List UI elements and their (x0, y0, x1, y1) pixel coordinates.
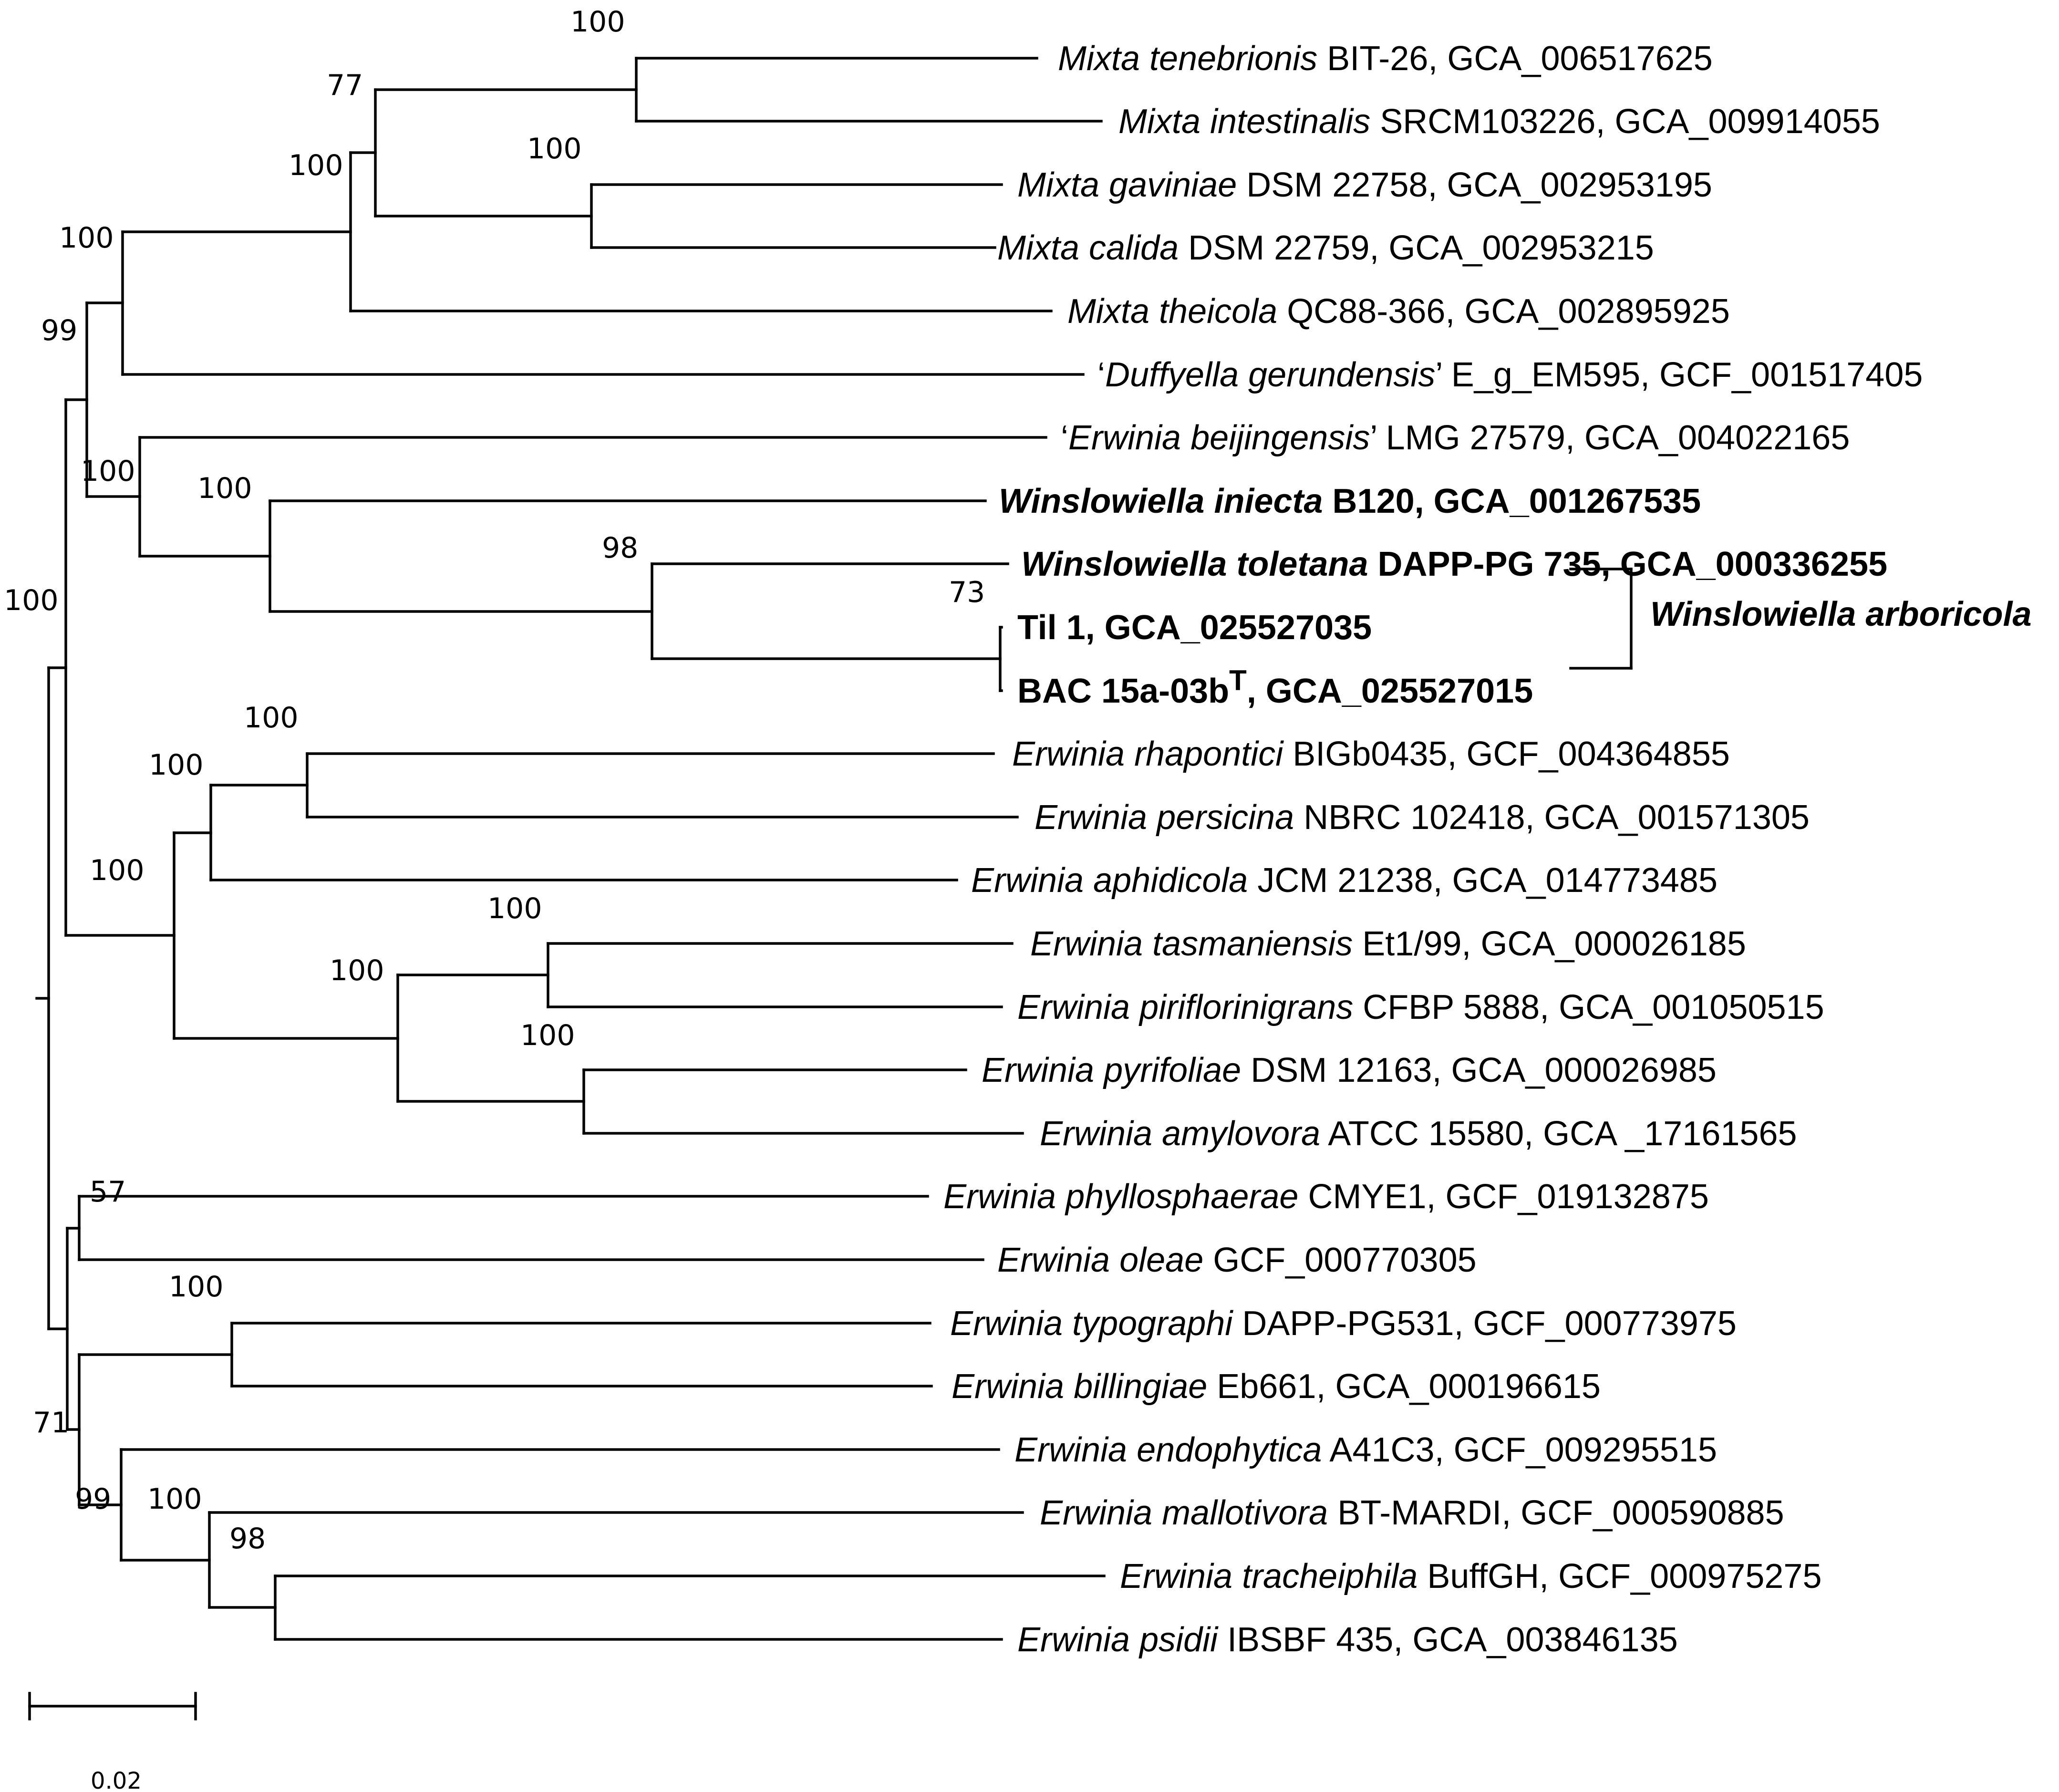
bootstrap-value: 100 (59, 221, 114, 255)
bootstrap-value: 100 (244, 701, 299, 735)
leaf-label: Winslowiella iniecta B120, GCA_001267535 (999, 482, 1701, 520)
leaf-label: Erwinia pyrifoliae DSM 12163, GCA_000026985 (982, 1051, 1717, 1089)
leaf-label: Til 1, GCA_025527035 (1017, 609, 1372, 647)
bootstrap-value: 98 (229, 1522, 266, 1555)
leaf-label: Erwinia mallotivora BT-MARDI, GCF_000590885 (1040, 1494, 1784, 1532)
tree-branches (37, 58, 1104, 1639)
bootstrap-value: 100 (149, 748, 204, 782)
clade-label: Winslowiella arboricola (1650, 595, 2032, 633)
scale-bar-label: 0.02 (91, 1768, 142, 1792)
bootstrap-value: 98 (602, 531, 639, 565)
leaf-label: Erwinia phyllosphaerae CMYE1, GCF_019132875 (943, 1178, 1709, 1216)
leaf-label: Mixta gaviniae DSM 22758, GCA_002953195 (1017, 166, 1712, 204)
leaf-label: Erwinia billingiae Eb661, GCA_000196615 (952, 1367, 1601, 1406)
leaf-label: ‘Duffyella gerundensis’ E_g_EM595, GCF_001517405 (1097, 356, 1923, 394)
leaf-label: Winslowiella toletana DAPP-PG 735, GCA_000336255 (1021, 545, 1888, 583)
bootstrap-value: 73 (949, 576, 985, 609)
bootstrap-value: 100 (197, 472, 252, 505)
leaf-label: Erwinia aphidicola JCM 21238, GCA_014773485 (971, 861, 1718, 900)
bootstrap-value: 77 (327, 69, 363, 102)
leaf-labels (943, 40, 1923, 1659)
bootstrap-value: 100 (527, 132, 582, 166)
leaf-label: Erwinia piriflorinigrans CFBP 5888, GCA_001050515 (1017, 988, 1824, 1026)
leaf-label: Erwinia persicina NBRC 102418, GCA_001571305 (1035, 798, 1810, 837)
leaf-label: Erwinia oleae GCF_000770305 (997, 1241, 1477, 1279)
leaf-label: ‘Erwinia beijingensis’ LMG 27579, GCA_004022165 (1061, 419, 1850, 457)
leaf-label: Mixta tenebrionis BIT-26, GCA_006517625 (1058, 40, 1713, 78)
bootstrap-value: 100 (520, 1019, 575, 1052)
bootstrap-value: 100 (487, 892, 542, 925)
bootstrap-value: 99 (75, 1482, 112, 1516)
bootstrap-value: 99 (41, 314, 78, 347)
bootstrap-value: 100 (90, 854, 145, 887)
bootstrap-value: 100 (330, 954, 384, 987)
leaf-label: Mixta theicola QC88-366, GCA_002895925 (1067, 292, 1730, 331)
leaf-label: Erwinia rhapontici BIGb0435, GCF_004364855 (1012, 735, 1730, 773)
leaf-label: Mixta calida DSM 22759, GCA_002953215 (997, 229, 1654, 267)
bootstrap-value: 71 (33, 1406, 70, 1440)
leaf-label: Erwinia tracheiphila BuffGH, GCF_000975275 (1120, 1557, 1822, 1595)
bootstrap-value: 57 (90, 1175, 126, 1209)
bootstrap-value: 100 (4, 584, 59, 617)
leaf-label: Erwinia psidii IBSBF 435, GCA_003846135 (1017, 1621, 1678, 1659)
bootstrap-value: 100 (147, 1482, 202, 1516)
leaf-label: Mixta intestinalis SRCM103226, GCA_009914055 (1118, 103, 1880, 141)
bootstrap-value: 100 (81, 455, 135, 488)
bootstrap-value: 100 (169, 1270, 224, 1304)
bootstrap-value: 100 (570, 5, 625, 39)
leaf-label: Erwinia tasmaniensis Et1/99, GCA_000026185 (1030, 925, 1746, 963)
leaf-label: Erwinia endophytica A41C3, GCF_009295515 (1014, 1431, 1717, 1469)
winslowiella-arboricola-bracket (1571, 569, 1631, 668)
leaf-label: BAC $15a-03b^T$, GCA_025527015 (1017, 664, 1533, 710)
scale-bar (30, 1693, 196, 1792)
leaf-label: Erwinia typographi DAPP-PG531, GCF_000773975 (950, 1305, 1737, 1343)
bootstrap-value: 100 (289, 149, 343, 182)
leaf-label: Erwinia amylovora ATCC 15580, GCA _17161565 (1040, 1115, 1797, 1153)
